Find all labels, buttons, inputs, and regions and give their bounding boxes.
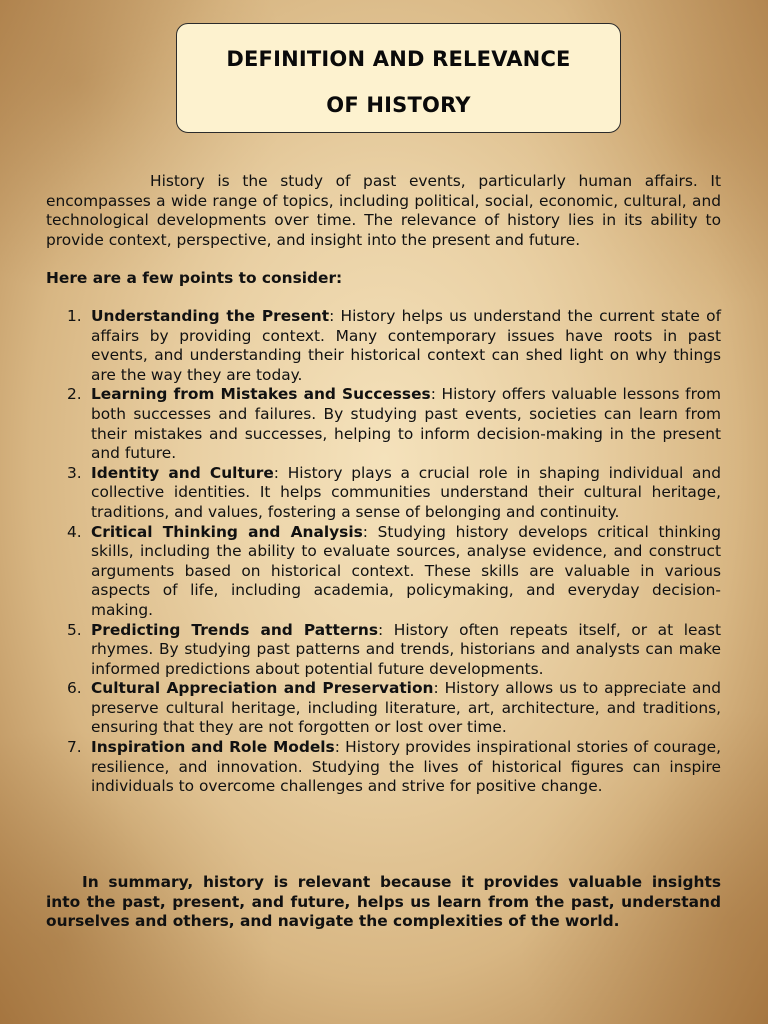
points-list (46, 307, 721, 797)
point-item-5 (46, 621, 721, 680)
point-text: : History offers valuable lessons from both successes and failures. By studying past events, societies can learn from their mistakes and successes, helping to inform decision-making in the present and future. (91, 385, 721, 463)
point-term: Critical Thinking and Analysis (91, 522, 363, 541)
page-title-line-1: DEFINITION AND RELEVANCE (226, 47, 571, 71)
point-term: Inspiration and Role Models (91, 738, 335, 757)
point-term: Predicting Trends and Patterns (91, 620, 378, 639)
point-number: 6. (67, 679, 82, 698)
point-term: Identity and Culture (91, 463, 274, 482)
point-item-2 (46, 385, 721, 463)
point-text: : History provides inspirational stories of courage, resilience, and innovation. Studying the lives of historical figures can inspire individuals to overcome challenges and strive for positive change. (91, 738, 721, 796)
point-term: Understanding the Present (91, 307, 330, 325)
intro-paragraph: History is the study of past events, particularly human affairs. It encompasses a wide range of topics, including political, social, economic, cultural, and technological developments over time. The relevance of history lies in its ability to provide context, perspective, and insight into the present and future. (46, 172, 721, 249)
point-item-4 (46, 523, 721, 621)
page-title-line-2: OF HISTORY (326, 93, 471, 117)
point-item-6 (46, 679, 721, 738)
point-text: : History allows us to appreciate and preserve cultural heritage, including literature, art, architecture, and traditions, ensuring that they are not forgotten or lost over time. (91, 679, 722, 737)
title-box (176, 23, 621, 133)
point-number: 5. (67, 620, 82, 639)
points-heading: Here are a few points to consider: (46, 269, 343, 287)
summary-paragraph: In summary, history is relevant because it provides valuable insights into the past, present, and future, helps us learn from the past, understand ourselves and others, and navigate the complexities of the world. (46, 873, 721, 931)
point-text: : History plays a crucial role in shaping individual and collective identities. It helps communities understand their cultural heritage, traditions, and values, fostering a sense of belonging and continuity. (91, 463, 721, 521)
point-number: 7. (67, 738, 82, 757)
point-text: : History helps us understand the current state of affairs by providing context. Many contemporary issues have roots in past events, and understanding their historical context can shed light on why things are the way they are today. (91, 307, 721, 384)
point-number: 1. (67, 307, 82, 325)
point-item-3 (46, 464, 721, 523)
point-text: : History often repeats itself, or at least rhymes. By studying past patterns and trends, historians and analysts can make informed predictions about potential future developments. (91, 620, 721, 678)
point-term: Cultural Appreciation and Preservation (91, 679, 434, 698)
point-item-1 (46, 307, 721, 385)
point-number: 2. (67, 385, 82, 404)
point-number: 4. (67, 522, 82, 541)
point-number: 3. (67, 463, 82, 482)
point-term: Learning from Mistakes and Successes (91, 385, 431, 404)
point-item-7 (46, 738, 721, 797)
point-text: : Studying history develops critical thinking skills, including the ability to evaluate sources, analyse evidence, and construct arguments based on historical context. These skills are valuable in various aspects of life, including academia, policymaking, and everyday decision-making. (91, 522, 721, 619)
